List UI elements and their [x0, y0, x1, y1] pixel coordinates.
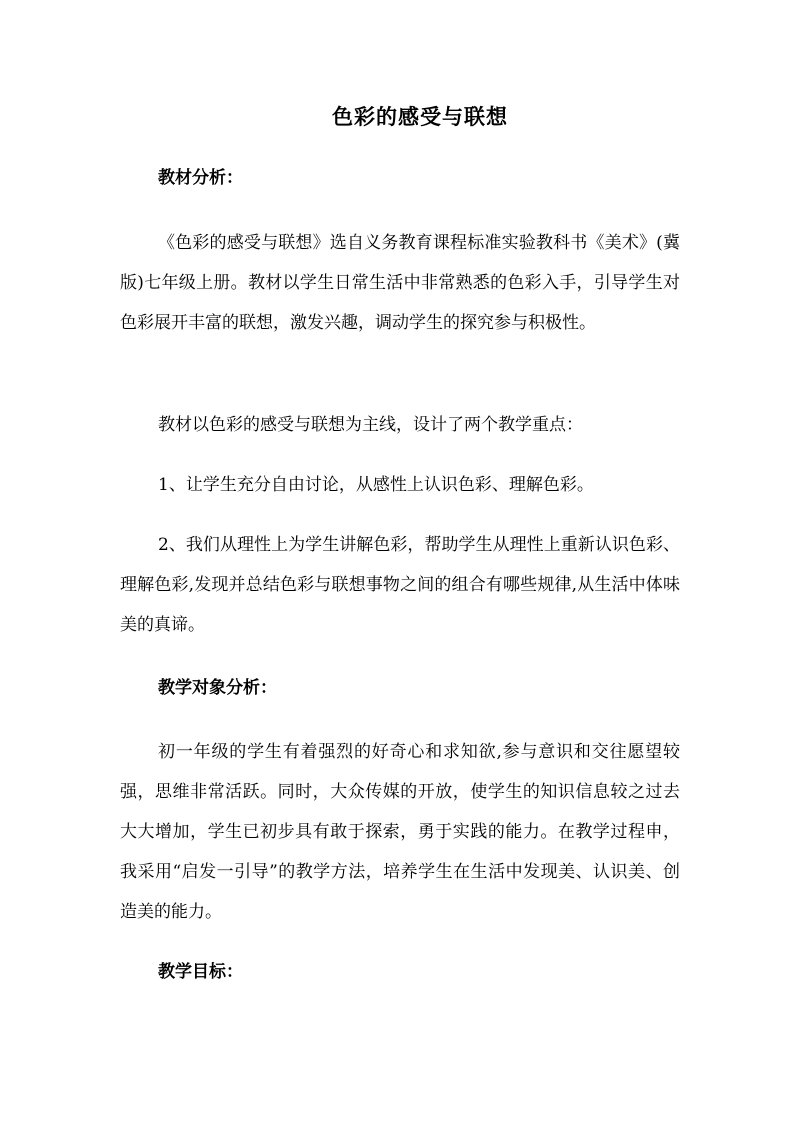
section-heading-teaching-goals: 教学目标：	[158, 962, 243, 982]
section-heading-student-analysis: 教学对象分析：	[158, 678, 277, 698]
section-heading-textbook-analysis: 教材分析：	[158, 168, 243, 188]
paragraph-teaching-focus: 教材以色彩的感受与联想为主线，设计了两个教学重点：	[158, 415, 583, 435]
list-item-point-1: 1、让学生充分自由讨论，从感性上认识色彩、理解色彩。	[158, 475, 594, 495]
paragraph-textbook-intro: 《色彩的感受与联想》选自义务教育课程标准实验教科书《美术》(冀版)七年级上册。教材以学生日常生活中非常熟悉的色彩入手，引导学生对色彩展开丰富的联想，激发兴趣，调动学生的探究参与积极性。	[120, 233, 680, 333]
list-item-point-2: 2、我们从理性上为学生讲解色彩，帮助学生从理性上重新认识色彩、理解色彩,发现并总结色彩与联想事物之间的组合有哪些规律,从生活中体味美的真谛。	[120, 535, 680, 635]
paragraph-student-analysis: 初一年级的学生有着强烈的好奇心和求知欲,参与意识和交往愿望较强，思维非常活跃。同时，大众传媒的开放，使学生的知识信息较之过去大大增加，学生已初步具有敢于探索，勇于实践的能力。在教学过程申，我采用“启发一引导”的教学方法，培养学生在生活中发现美、认识美、创造美的能力。	[120, 742, 680, 922]
document-title: 色彩的感受与联想	[332, 104, 508, 129]
